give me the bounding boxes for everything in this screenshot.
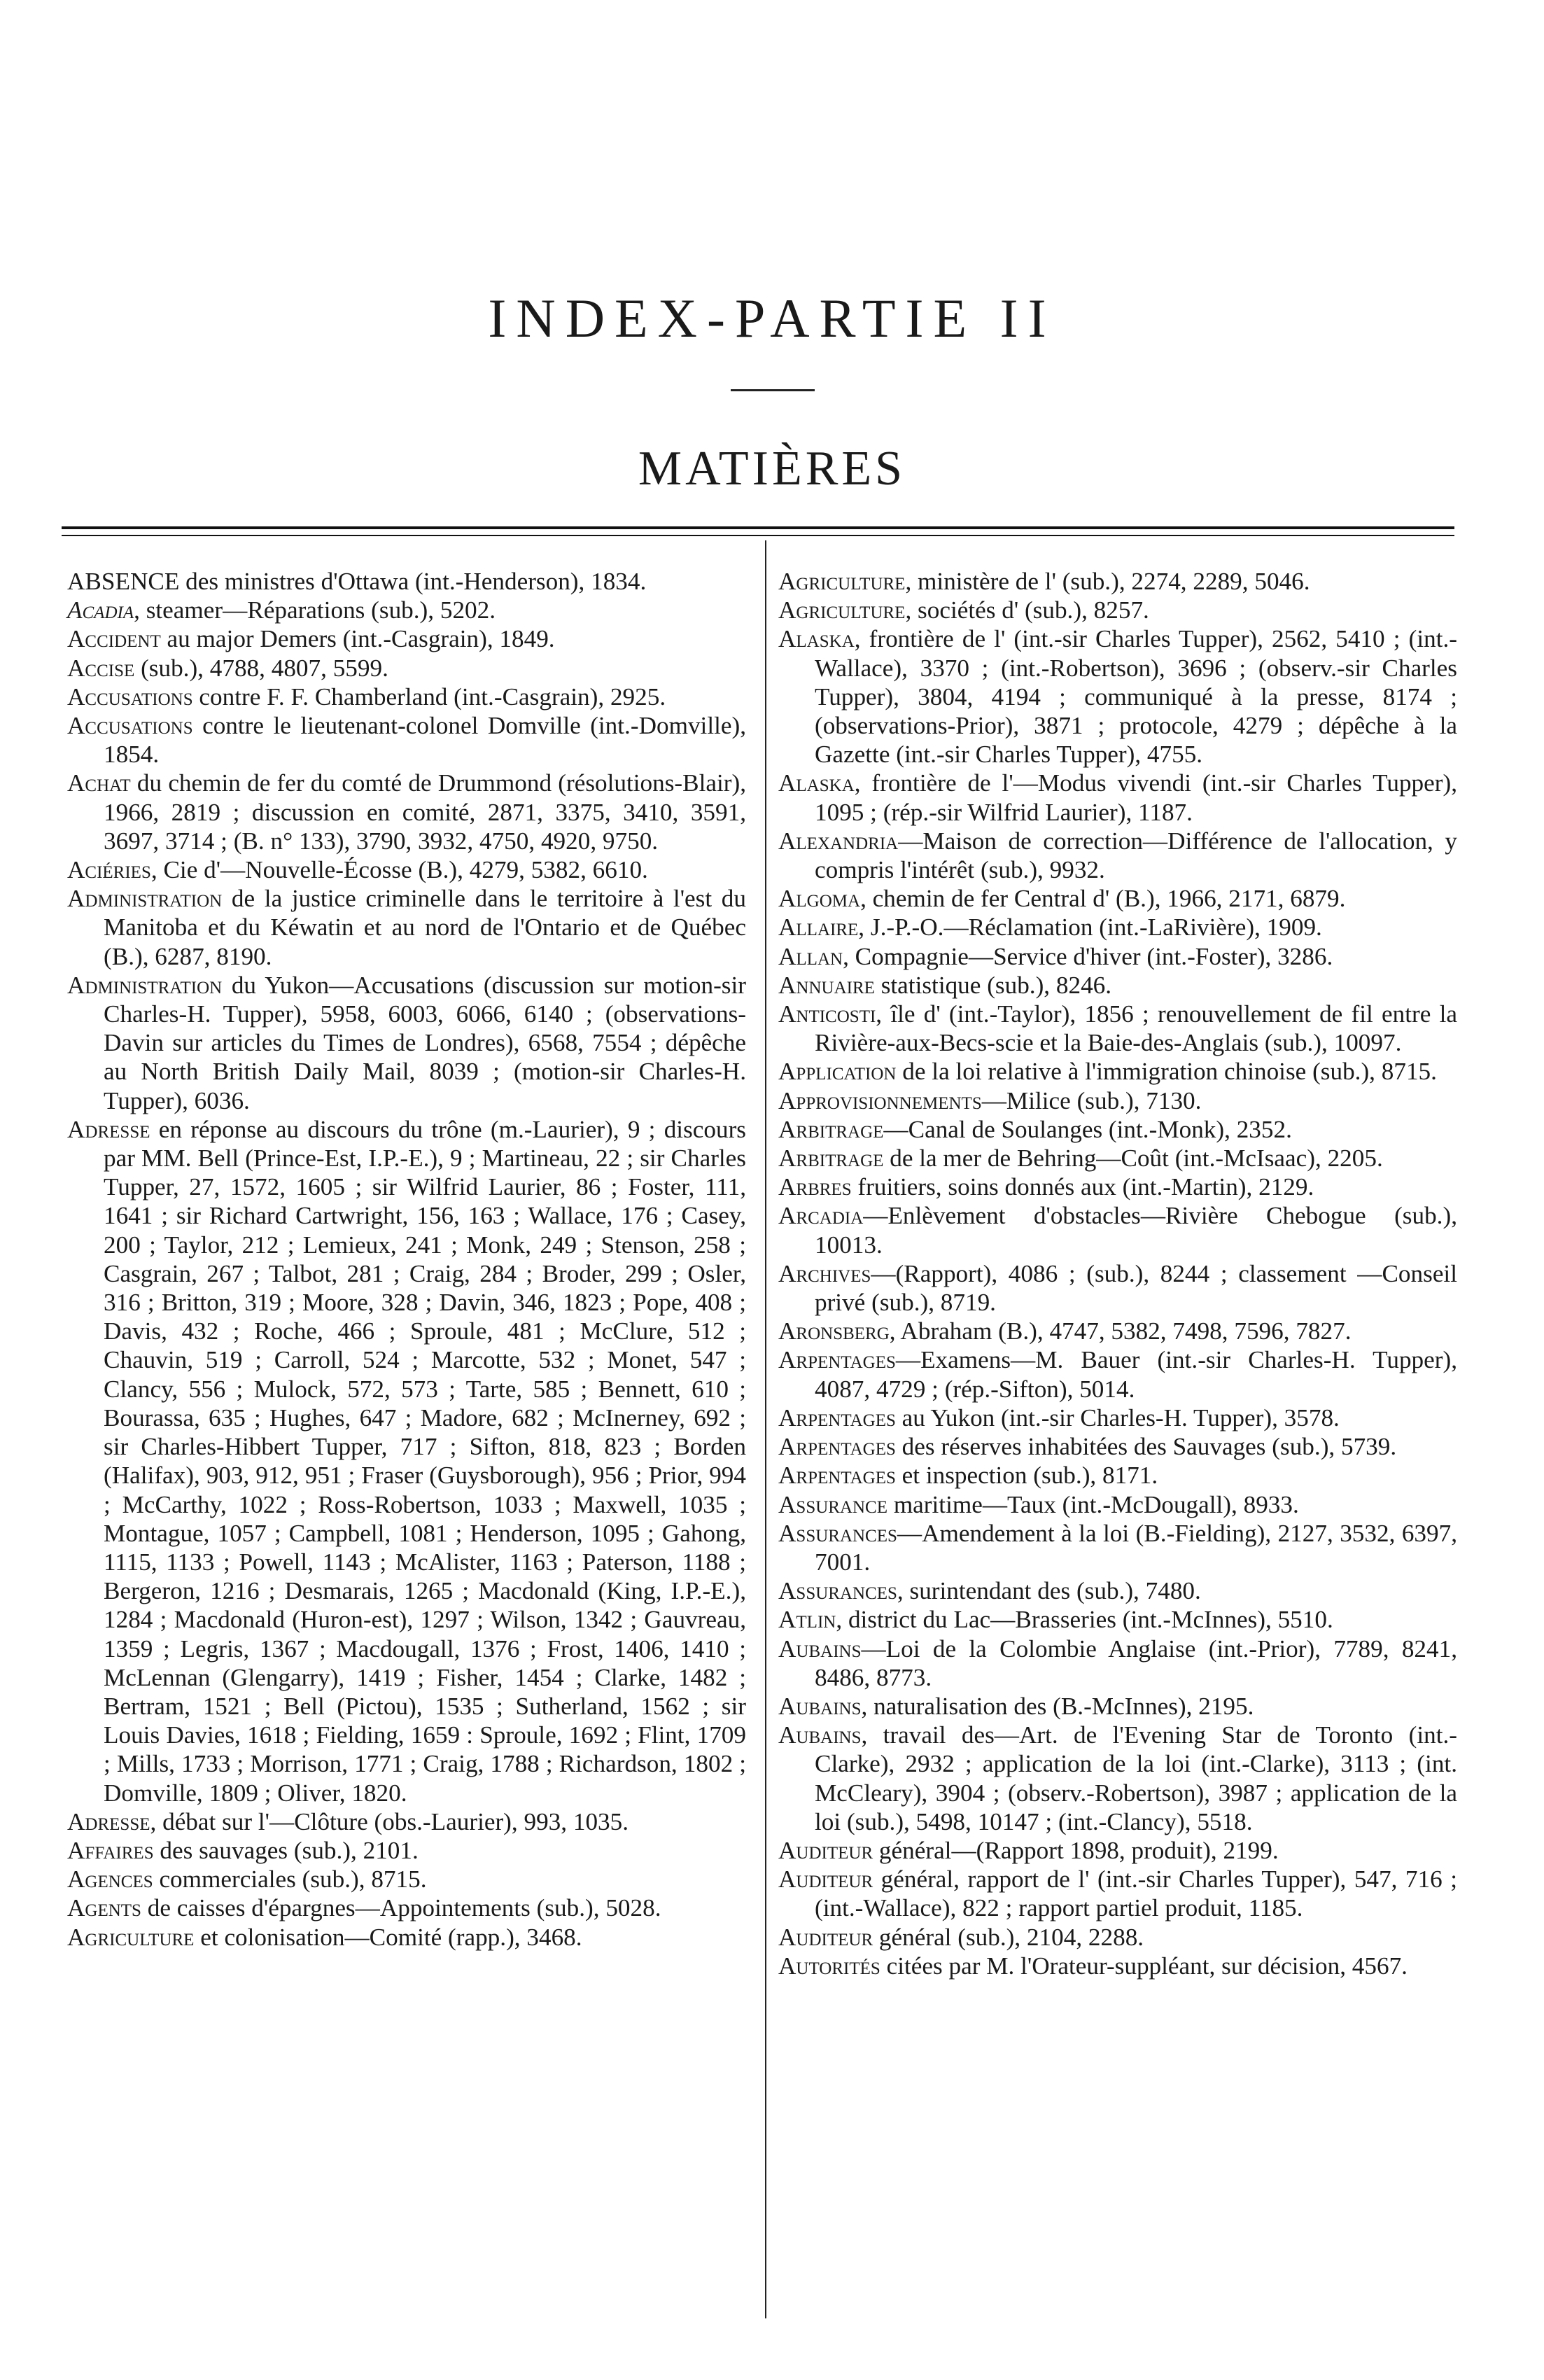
entry-heading: Auditeur (778, 1865, 873, 1893)
entry-heading: Agences (67, 1865, 153, 1893)
entry-heading: Acadia (67, 596, 134, 624)
entry-heading: Autorités (778, 1952, 880, 1980)
index-entry (67, 567, 746, 596)
entry-heading: Annuaire (778, 971, 875, 999)
entry-text: maritime—Taux (int.-McDougall), 8933. (887, 1490, 1299, 1518)
entry-text: , Cie d'—Nouvelle-Écosse (B.), 4279, 5382, 6610. (150, 856, 648, 884)
entry-text: , ministère de l' (sub.), 2274, 2289, 5046. (905, 568, 1310, 595)
entry-text: général, rapport de l' (int.-sir Charles Tupper), 547, 716 ; (int.-Wallace), 822 ; rapport partiel produit, 1185. (815, 1865, 1457, 1922)
entry-heading: Accusations (67, 682, 193, 710)
entry-heading: Aronsberg (778, 1317, 890, 1345)
entry-text: , district du Lac—Brasseries (int.-McInnes), 5510. (836, 1606, 1333, 1634)
entry-heading: Archives (778, 1259, 871, 1287)
index-entry (778, 1432, 1457, 1461)
index-entry (778, 624, 1457, 769)
entry-heading: Assurances (778, 1519, 897, 1547)
entry-heading: Agents (67, 1894, 141, 1922)
left-column (67, 567, 746, 1952)
index-entry (778, 1721, 1457, 1836)
index-entry (778, 913, 1457, 941)
entry-heading: Arbitrage (778, 1144, 884, 1172)
entry-heading: Assurances (778, 1577, 897, 1605)
entry-text: de la mer de Behring—Coût (int.-McIsaac), 2205. (883, 1144, 1383, 1172)
index-entry (67, 1807, 746, 1836)
entry-text: —(Rapport), 4086 ; (sub.), 8244 ; classement —Conseil privé (sub.), 8719. (815, 1259, 1457, 1317)
index-entry (778, 1201, 1457, 1259)
index-entry (778, 1836, 1457, 1865)
entry-text: —Loi de la Colombie Anglaise (int.-Prior), 7789, 8241, 8486, 8773. (815, 1634, 1457, 1691)
entry-text: général—(Rapport 1898, produit), 2199. (873, 1836, 1279, 1864)
entry-text: statistique (sub.), 8246. (874, 971, 1112, 999)
entry-heading: Affaires (67, 1836, 154, 1864)
index-entry (778, 1345, 1457, 1403)
entry-heading: Aciéries (67, 856, 151, 884)
index-entry (778, 769, 1457, 826)
entry-text: commerciales (sub.), 8715. (153, 1865, 427, 1893)
index-entry (778, 596, 1457, 624)
entry-text: citées par M. l'Orateur-suppléant, sur décision, 4567. (880, 1952, 1408, 1980)
index-entry (67, 1865, 746, 1893)
entry-text: fruitiers, soins donnés aux (int.-Martin), 2129. (851, 1173, 1314, 1201)
index-entry (778, 971, 1457, 1000)
index-entry (778, 884, 1457, 913)
index-entry (67, 596, 746, 624)
index-entry (778, 1259, 1457, 1317)
entry-text: contre le lieutenant-colonel Domville (int.-Domville), 1854. (104, 712, 746, 769)
index-entry (67, 654, 746, 682)
title-divider (731, 389, 815, 391)
entry-heading: Agriculture (778, 568, 906, 595)
entry-text: , île d' (int.-Taylor), 1856 ; renouvellement de fil entre la Rivière-aux-Becs-scie et la Baie-des-Anglais (sub.), 10097. (815, 1000, 1457, 1057)
entry-heading: Alaska (778, 769, 855, 797)
entry-heading: Achat (67, 769, 131, 797)
index-entry (67, 1893, 746, 1922)
index-entry (778, 1923, 1457, 1952)
index-entry (67, 1836, 746, 1865)
entry-text: (sub.), 4788, 4807, 5599. (134, 654, 388, 682)
index-entry (778, 1490, 1457, 1519)
entry-text: , surintendant des (sub.), 7480. (897, 1577, 1201, 1605)
index-entry (778, 1086, 1457, 1115)
index-entry (778, 1057, 1457, 1086)
header-rule-thin (62, 535, 1454, 536)
index-entry (778, 1144, 1457, 1172)
index-entry (778, 1172, 1457, 1201)
entry-heading: Application (778, 1058, 897, 1086)
index-entry (67, 1115, 746, 1807)
entry-heading: Atlin (778, 1606, 836, 1634)
entry-heading: Allan (778, 942, 843, 970)
index-entry (778, 1000, 1457, 1057)
index-entry (67, 624, 746, 653)
index-entry (67, 971, 746, 1115)
entry-heading: Agriculture (67, 1923, 195, 1951)
index-entry (778, 1605, 1457, 1634)
entry-text: de la justice criminelle dans le territoire à l'est du Manitoba et du Kéwatin et au nord de l'Ontario et de Québec (B.), 6287, 8190. (104, 885, 746, 970)
entry-heading: Arpentages (778, 1346, 896, 1374)
index-entry (778, 827, 1457, 884)
right-column (778, 567, 1457, 1980)
entry-heading: Accusations (67, 712, 193, 740)
column-divider (765, 540, 766, 2318)
entry-heading: Auditeur (778, 1836, 873, 1864)
index-entry (778, 1317, 1457, 1345)
index-entry (778, 1634, 1457, 1692)
entry-text: général (sub.), 2104, 2288. (873, 1923, 1144, 1951)
entry-heading: Assurance (778, 1490, 888, 1518)
index-entry (778, 1692, 1457, 1721)
section-subtitle: MATIÈRES (638, 442, 906, 496)
entry-heading: Agriculture (778, 596, 906, 624)
entry-heading: Administration (67, 971, 223, 999)
entry-heading: Anticosti (778, 1000, 876, 1028)
index-entry (778, 1115, 1457, 1144)
index-entry (778, 1865, 1457, 1922)
entry-heading: Accident (67, 625, 161, 653)
index-entry (778, 1461, 1457, 1490)
entry-text: de la loi relative à l'immigration chinoise (sub.), 8715. (896, 1058, 1437, 1086)
entry-text: , chemin de fer Central d' (B.), 1966, 2171, 6879. (860, 885, 1346, 913)
index-entry (67, 1923, 746, 1952)
entry-heading: Aubains (778, 1692, 862, 1720)
entry-text: de caisses d'épargnes—Appointements (sub.), 5028. (141, 1894, 661, 1922)
header-rule-thick (62, 526, 1454, 529)
entry-text: contre F. F. Chamberland (int.-Casgrain), 2925. (192, 682, 666, 710)
index-entry (67, 711, 746, 769)
entry-heading: Accise (67, 654, 135, 682)
entry-text: , travail des—Art. de l'Evening Star de Toronto (int.-Clarke), 2932 ; application de la loi (int.-Clarke), 3113 ; (int. McCleary), 3904 ; (observ.-Robertson), 3987 ; application de la loi (sub.), 5498, 10147 ; (int.-Clancy), 5518. (815, 1721, 1457, 1835)
entry-text: , Compagnie—Service d'hiver (int.-Foster), 3286. (843, 942, 1333, 970)
entry-heading: Arbres (778, 1173, 852, 1201)
index-entry (67, 884, 746, 971)
entry-heading: Approvisionnements (778, 1086, 982, 1114)
entry-text: du chemin de fer du comté de Drummond (résolutions-Blair), 1966, 2819 ; discussion en comité, 2871, 3375, 3410, 3591, 3697, 3714 ; (B. n° 133), 3790, 3932, 4750, 4920, 9750. (104, 769, 746, 855)
entry-heading: Allaire (778, 913, 859, 941)
entry-heading: Algoma (778, 885, 861, 913)
entry-heading: Administration (67, 885, 223, 913)
entry-text: —Amendement à la loi (B.-Fielding), 2127, 3532, 6397, 7001. (815, 1519, 1457, 1576)
entry-heading: Arpentages (778, 1462, 896, 1490)
entry-text: au Yukon (int.-sir Charles-H. Tupper), 3578. (895, 1404, 1340, 1432)
entry-heading: Arcadia (778, 1202, 864, 1230)
entry-heading: Arpentages (778, 1433, 896, 1461)
page-title: INDEX-PARTIE II (488, 288, 1056, 349)
entry-heading: Aubains (778, 1721, 862, 1749)
entry-heading: Arbitrage (778, 1115, 884, 1143)
index-entry (67, 855, 746, 884)
index-entry (778, 942, 1457, 971)
entry-text: —Enlèvement d'obstacles—Rivière Chebogue (sub.), 10013. (815, 1202, 1457, 1259)
index-entry (778, 1952, 1457, 1980)
index-entry (778, 1519, 1457, 1576)
entry-text: , frontière de l'—Modus vivendi (int.-sir Charles Tupper), 1095 ; (rép.-sir Wilfrid Laurier), 1187. (815, 769, 1457, 826)
entry-text: —Canal de Soulanges (int.-Monk), 2352. (883, 1115, 1292, 1143)
entry-text: , steamer—Réparations (sub.), 5202. (134, 596, 496, 624)
entry-text: des réserves inhabitées des Sauvages (sub.), 5739. (895, 1433, 1397, 1461)
entry-text: , sociétés d' (sub.), 8257. (905, 596, 1149, 624)
entry-text: des ministres d'Ottawa (int.-Henderson), 1834. (179, 568, 647, 595)
entry-text: , naturalisation des (B.-McInnes), 2195. (861, 1692, 1254, 1720)
entry-heading: Adresse (67, 1115, 150, 1143)
entry-text: du Yukon—Accusations (discussion sur motion-sir Charles-H. Tupper), 5958, 6003, 6066, 6140 ; (observations-Davin sur articles du Times de Londres), 6568, 7554 ; dépêche au North British Daily Mail, 8039 ; (motion-sir Charles-H. Tupper), 6036. (104, 971, 746, 1114)
index-entry (67, 682, 746, 711)
entry-text: , débat sur l'—Clôture (obs.-Laurier), 993, 1035. (150, 1807, 629, 1835)
entry-heading: Alaska (778, 625, 855, 653)
entry-text: , Abraham (B.), 4747, 5382, 7498, 7596, 7827. (889, 1317, 1352, 1345)
entry-heading: Arpentages (778, 1404, 896, 1432)
entry-heading: Alexandria (778, 827, 899, 855)
entry-heading: Adresse (67, 1807, 150, 1835)
entry-text: en réponse au discours du trône (m.-Laurier), 9 ; discours par MM. Bell (Prince-Est, I.P.-E.), 9 ; Martineau, 22 ; sir Charles Tupper, 27, 1572, 1605 ; sir Wilfrid Laurier, 86 ; Foster, 111, 1641 ; sir Richard Cartwright, 156, 163 ; Wallace, 176 ; Casey, 200 ; Taylor, 212 ; Lemieux, 241 ; Monk, 249 ; Stenson, 258 ; Casgrain, 267 ; Talbot, 281 ; Craig, 284 ; Broder, 299 ; Osler, 316 ; Britton, 319 ; Moore, 328 ; Davin, 346, 1823 ; Pope, 408 ; Davis, 432 ; Roche, 466 ; Sproule, 481 ; McClure, 512 ; Chauvin, 519 ; Carroll, 524 ; Marcotte, 532 ; Monet, 547 ; Clancy, 556 ; Mulock, 572, 573 ; Tarte, 585 ; Bennett, 610 ; Bourassa, 635 ; Hughes, 647 ; Madore, 682 ; McInerney, 692 ; sir Charles-Hibbert Tupper, 717 ; Sifton, 818, 823 ; Borden (Halifax), 903, 912, 951 ; Fraser (Guysborough), 956 ; Prior, 994 ; McCarthy, 1022 ; Ross-Robertson, 1033 ; Maxwell, 1035 ; Montague, 1057 ; Campbell, 1081 ; Henderson, 1095 ; Gahong, 1115, 1133 ; Powell, 1143 ; McAlister, 1163 ; Paterson, 1188 ; Bergeron, 1216 ; Desmarais, 1265 ; Macdonald (King, I.P.-E.), 1284 ; Macdonald (Huron-est), 1297 ; Wilson, 1342 ; Gauvreau, 1359 ; Legris, 1367 ; Macdougall, 1376 ; Frost, 1406, 1410 ; McLennan (Glengarry), 1419 ; Fisher, 1454 ; Clarke, 1482 ; Bertram, 1521 ; Bell (Pictou), 1535 ; Sutherland, 1562 ; sir Louis Davies, 1618 ; Fielding, 1659 : Sproule, 1692 ; Flint, 1709 ; Mills, 1733 ; Morrison, 1771 ; Craig, 1788 ; Richardson, 1802 ; Domville, 1809 ; Oliver, 1820. (104, 1115, 746, 1807)
entry-text: des sauvages (sub.), 2101. (153, 1836, 419, 1864)
entry-text: —Milice (sub.), 7130. (981, 1086, 1202, 1114)
entry-text: , J.-P.-O.—Réclamation (int.-LaRivière), 1909. (858, 913, 1322, 941)
entry-text: —Maison de correction—Différence de l'allocation, y compris l'intérêt (sub.), 9932. (815, 827, 1457, 884)
entry-heading: Aubains (778, 1634, 862, 1662)
entry-text: et colonisation—Comité (rapp.), 3468. (194, 1923, 582, 1951)
index-entry (778, 567, 1457, 596)
entry-text: —Examens—M. Bauer (int.-sir Charles-H. Tupper), 4087, 4729 ; (rép.-Sifton), 5014. (815, 1346, 1457, 1403)
index-entry (67, 769, 746, 855)
entry-heading: ABSENCE (67, 568, 180, 595)
entry-text: au major Demers (int.-Casgrain), 1849. (160, 625, 555, 653)
index-entry (778, 1404, 1457, 1432)
entry-text: , frontière de l' (int.-sir Charles Tupper), 2562, 5410 ; (int.-Wallace), 3370 ; (int.-Robertson), 3696 ; (observ.-sir Charles Tupper), 3804, 4194 ; communiqué à la presse, 8174 ; (observations-Prior), 3871 ; protocole, 4279 ; dépêche à la Gazette (int.-sir Charles Tupper), 4755. (815, 625, 1457, 769)
entry-text: et inspection (sub.), 8171. (895, 1462, 1158, 1490)
index-entry (778, 1576, 1457, 1605)
entry-heading: Auditeur (778, 1923, 873, 1951)
